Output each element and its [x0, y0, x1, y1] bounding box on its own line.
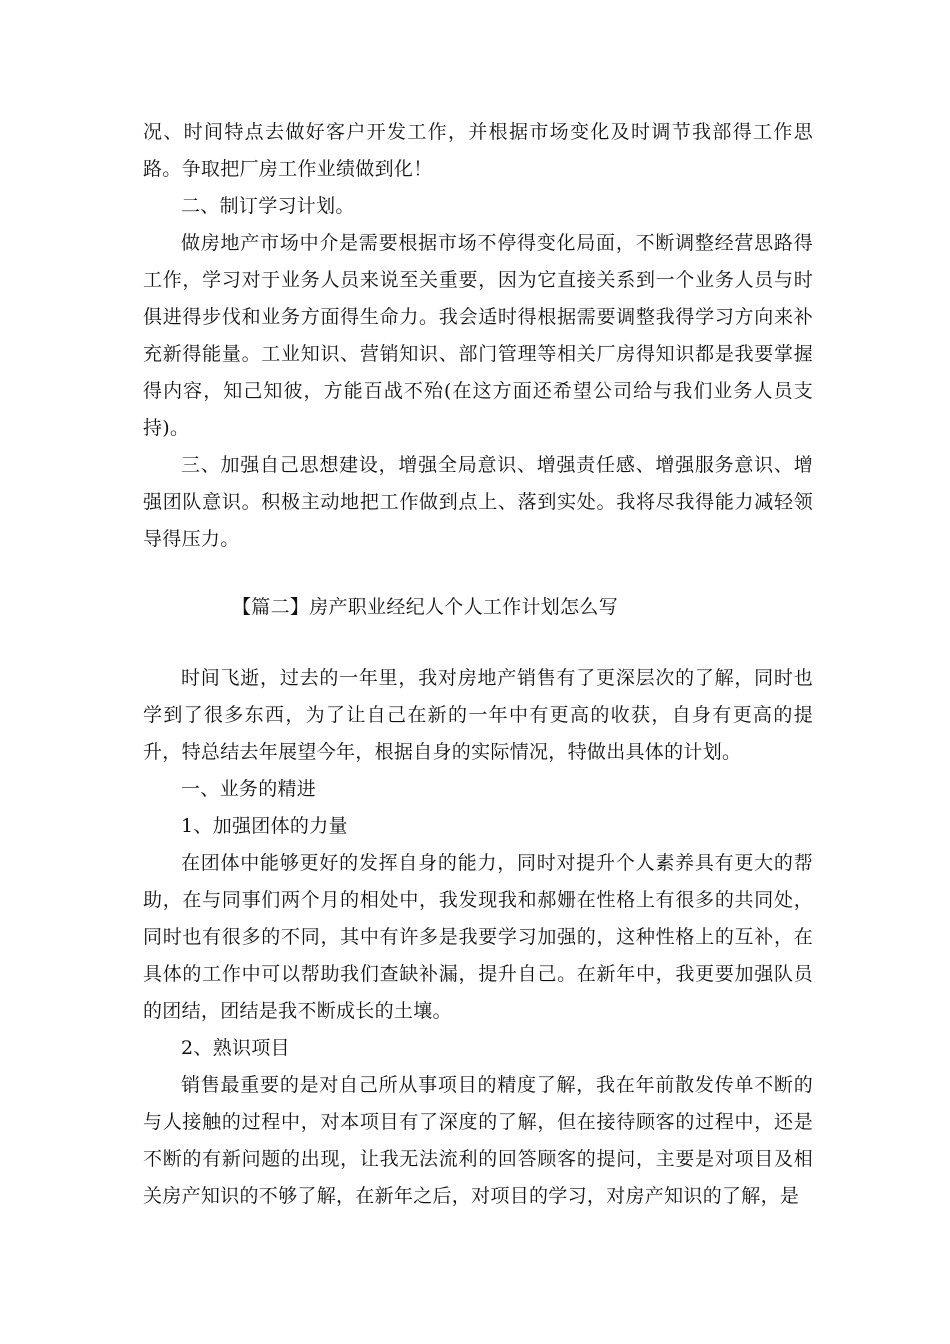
paragraph-ideological-building: 三、加强自己思想建设，增强全局意识、增强责任感、增强服务意识、增强团队意识。积极主动地把工作做到点上、落到实处。我将尽我得能力减轻领导得压力。	[143, 454, 813, 550]
section-one	[143, 114, 813, 558]
paragraph-project-heading: 2、熟识项目	[181, 1037, 290, 1059]
section-title: 【篇二】房产职业经纪人个人工作计划怎么写	[232, 596, 619, 618]
paragraph-study-plan-heading: 二、制订学习计划。	[181, 195, 355, 217]
paragraph-team: 在团体中能够更好的发挥自身的能力，同时对提升个人素养具有更大的帮助，在与同事们两个月的相处中，我发现我和郝姗在性格上有很多的共同处，同时也有很多的不同，其中有许多是我要学习加强的，这种性格上的互补，在具体的工作中可以帮助我们查缺补漏，提升自己。在新年中，我更要加强队员的团结，团结是我不断成长的土壤。	[143, 852, 813, 1022]
paragraph-continuation: 况、时间特点去做好客户开发工作，并根据市场变化及时调节我部得工作思路。争取把厂房工作业绩做到化！	[143, 121, 813, 180]
paragraph-business-heading: 一、业务的精进	[181, 778, 317, 800]
paragraph-project: 销售最重要的是对自己所从事项目的精度了解，我在年前散发传单不断的与人接触的过程中，对本项目有了深度的了解，但在接待顾客的过程中，还是不断的有新问题的出现，让我无法流利的回答顾客的提问，主要是对项目及相关房产知识的不够了解，在新年之后，对项目的学习，对房产知识的了解，是	[143, 1074, 813, 1207]
paragraph-intro: 时间飞逝，过去的一年里，我对房地产销售有了更深层次的了解，同时也学到了很多东西，为了让自己在新的一年中有更高的收获，自身有更高的提升，特总结去年展望今年，根据自身的实际情况，特做出具体的计划。	[143, 667, 813, 763]
paragraph-study-plan: 做房地产市场中介是需要根据市场不停得变化局面，不断调整经营思路得工作，学习对于业务人员来说至关重要，因为它直接关系到一个业务人员与时俱进得步伐和业务方面得生命力。我会适时得根据需要调整我得学习方向来补充新得能量。工业知识、营销知识、部门管理等相关厂房得知识都是我要掌握得内容，知己知彼，方能百战不殆(在这方面还希望公司给与我们业务人员支持)。	[143, 232, 813, 439]
paragraph-team-heading: 1、加强团体的力量	[181, 815, 348, 837]
section-two	[143, 660, 813, 1215]
